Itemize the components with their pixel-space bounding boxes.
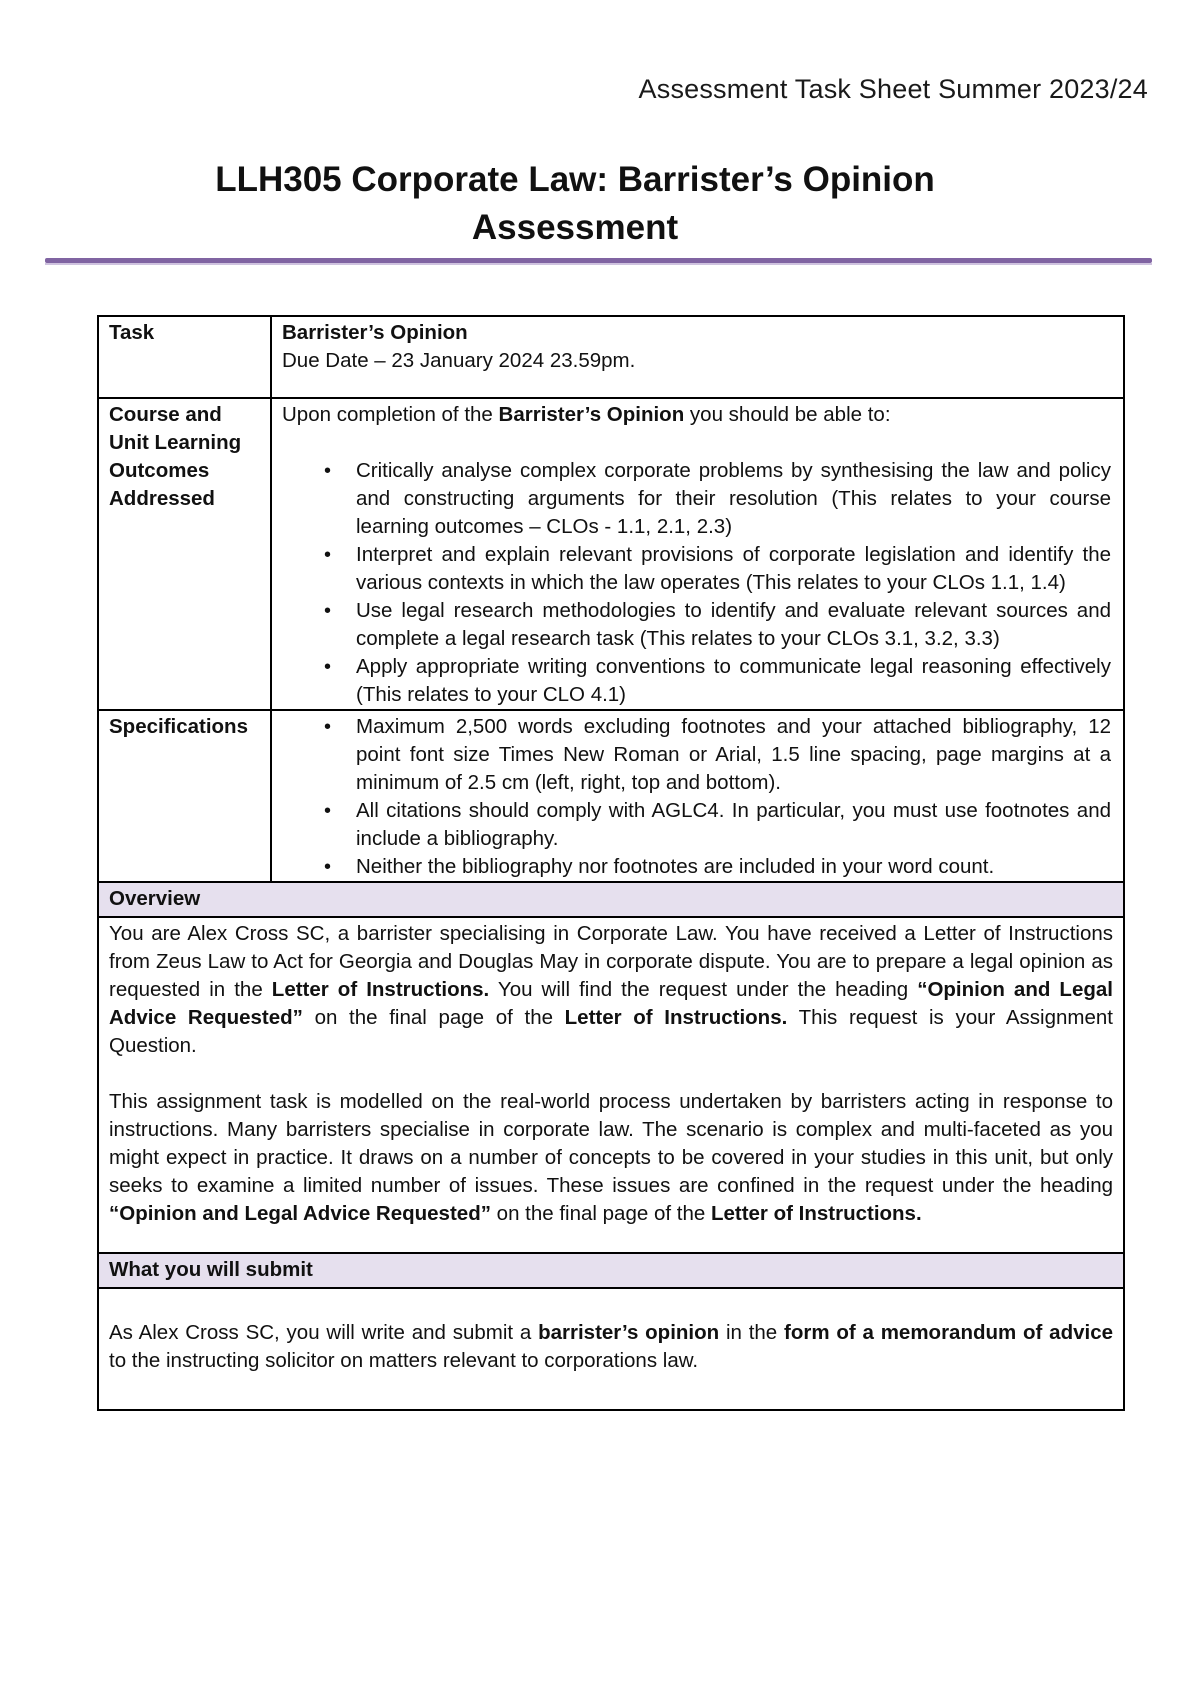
outcomes-intro-before: Upon completion of the [282, 403, 499, 426]
overview-row [98, 917, 1124, 1253]
submit-bold: form of a memorandum of advice [784, 1321, 1114, 1344]
submit-content [98, 1288, 1124, 1410]
outcomes-intro [282, 401, 1113, 429]
overview-paragraph-2 [109, 1088, 1113, 1228]
document-title-line-2: Assessment [471, 208, 679, 247]
overview-bold: Letter of Instructions. [710, 1202, 922, 1225]
title-divider-shadow [45, 263, 1152, 265]
overview-bold: “Opinion and Legal Advice Requested” [109, 1202, 491, 1225]
submit-heading: What you will submit [98, 1253, 1124, 1288]
outcomes-row [98, 398, 1124, 710]
submit-text: in the [719, 1321, 785, 1344]
overview-content [98, 917, 1124, 1253]
outcomes-content [271, 398, 1124, 710]
outcome-item: • Interpret and explain relevant provisions of corporate legislation and identify the various contexts in which the law operates (This relates to your CLOs 1.1, 1.4) [282, 541, 1113, 597]
running-header: Assessment Task Sheet Summer 2023/24 [638, 74, 1148, 104]
document-title [0, 156, 1150, 252]
outcomes-label: Course and Unit Learning Outcomes Addressed [98, 398, 271, 710]
specification-item: • Neither the bibliography nor footnotes are included in your word count. [282, 853, 1113, 881]
specification-item: • Maximum 2,500 words excluding footnotes and your attached bibliography, 12 point font size Times New Roman or Arial, 1.5 line spacing, page margins at a minimum of 2.5 cm (left, right, top and bottom). [282, 713, 1113, 797]
overview-text: This assignment task is modelled on the real-world process undertaken by barristers acting in response to instructions. Many barristers specialise in corporate law. The scenario is complex and multi-faceted as you might expect in practice. It draws on a number of concepts to be covered in your studies in this unit, but only seeks to examine a limited number of issues. These issues are confined in the request under the heading [109, 1090, 1113, 1197]
overview-text: You are Alex Cross SC, a barrister specialising in Corporate Law. You have received a Letter of Instructions from Zeus Law to Act for Georgia and Douglas May in corporate dispute. You are to prepare a legal opinion as requested in the [109, 922, 1113, 1001]
specifications-row [98, 710, 1124, 882]
outcome-item: • Use legal research methodologies to identify and evaluate relevant sources and complete a legal research task (This relates to your CLOs 3.1, 3.2, 3.3) [282, 597, 1113, 653]
outcome-item: • Apply appropriate writing conventions to communicate legal reasoning effectively (This relates to your CLO 4.1) [282, 653, 1113, 709]
overview-text: You will find the request under the heading [489, 978, 918, 1001]
spacer [282, 429, 1113, 457]
spacer [109, 1060, 1113, 1088]
overview-text: on the final page of the [490, 1202, 711, 1225]
outcome-item: • Critically analyse complex corporate problems by synthesising the law and policy and constructing arguments for their resolution (This relates to your course learning outcomes – CLOs - 1.1, 2.1, 2.3) [282, 457, 1113, 541]
specifications-list [282, 713, 1113, 881]
submit-bold: barrister’s opinion [538, 1321, 720, 1344]
due-date: Due Date – 23 January 2024 23.59pm. [282, 349, 636, 372]
task-content [271, 316, 1124, 398]
task-label: Task [98, 316, 271, 398]
submit-text: to the instructing solicitor on matters relevant to corporations law. [109, 1349, 699, 1372]
outcomes-list [282, 457, 1113, 709]
outcomes-intro-bold: Barrister’s Opinion [498, 403, 685, 426]
overview-bold: “Opinion and Legal Advice Requested” [109, 978, 1113, 1029]
overview-heading: Overview [98, 882, 1124, 917]
overview-bold: Letter of Instructions. [564, 1006, 788, 1029]
outcomes-intro-after: you should be able to: [684, 403, 891, 426]
specifications-label: Specifications [98, 710, 271, 882]
assessment-table [97, 315, 1125, 1411]
overview-heading-row [98, 882, 1124, 917]
submit-paragraph [109, 1319, 1113, 1375]
task-row [98, 316, 1124, 398]
overview-text: on the final page of the [302, 1006, 565, 1029]
overview-text: This request is your Assignment Question. [109, 1006, 1113, 1057]
specification-item: • All citations should comply with AGLC4. In particular, you must use footnotes and include a bibliography. [282, 797, 1113, 853]
specifications-content [271, 710, 1124, 882]
task-name: Barrister’s Opinion [282, 321, 468, 344]
submit-heading-row [98, 1253, 1124, 1288]
submit-text: As Alex Cross SC, you will write and submit a [109, 1321, 539, 1344]
overview-paragraph-1 [109, 920, 1113, 1060]
document-title-line-1: LLH305 Corporate Law: Barrister’s Opinion [215, 160, 935, 199]
overview-bold: Letter of Instructions. [271, 978, 490, 1001]
submit-row [98, 1288, 1124, 1410]
